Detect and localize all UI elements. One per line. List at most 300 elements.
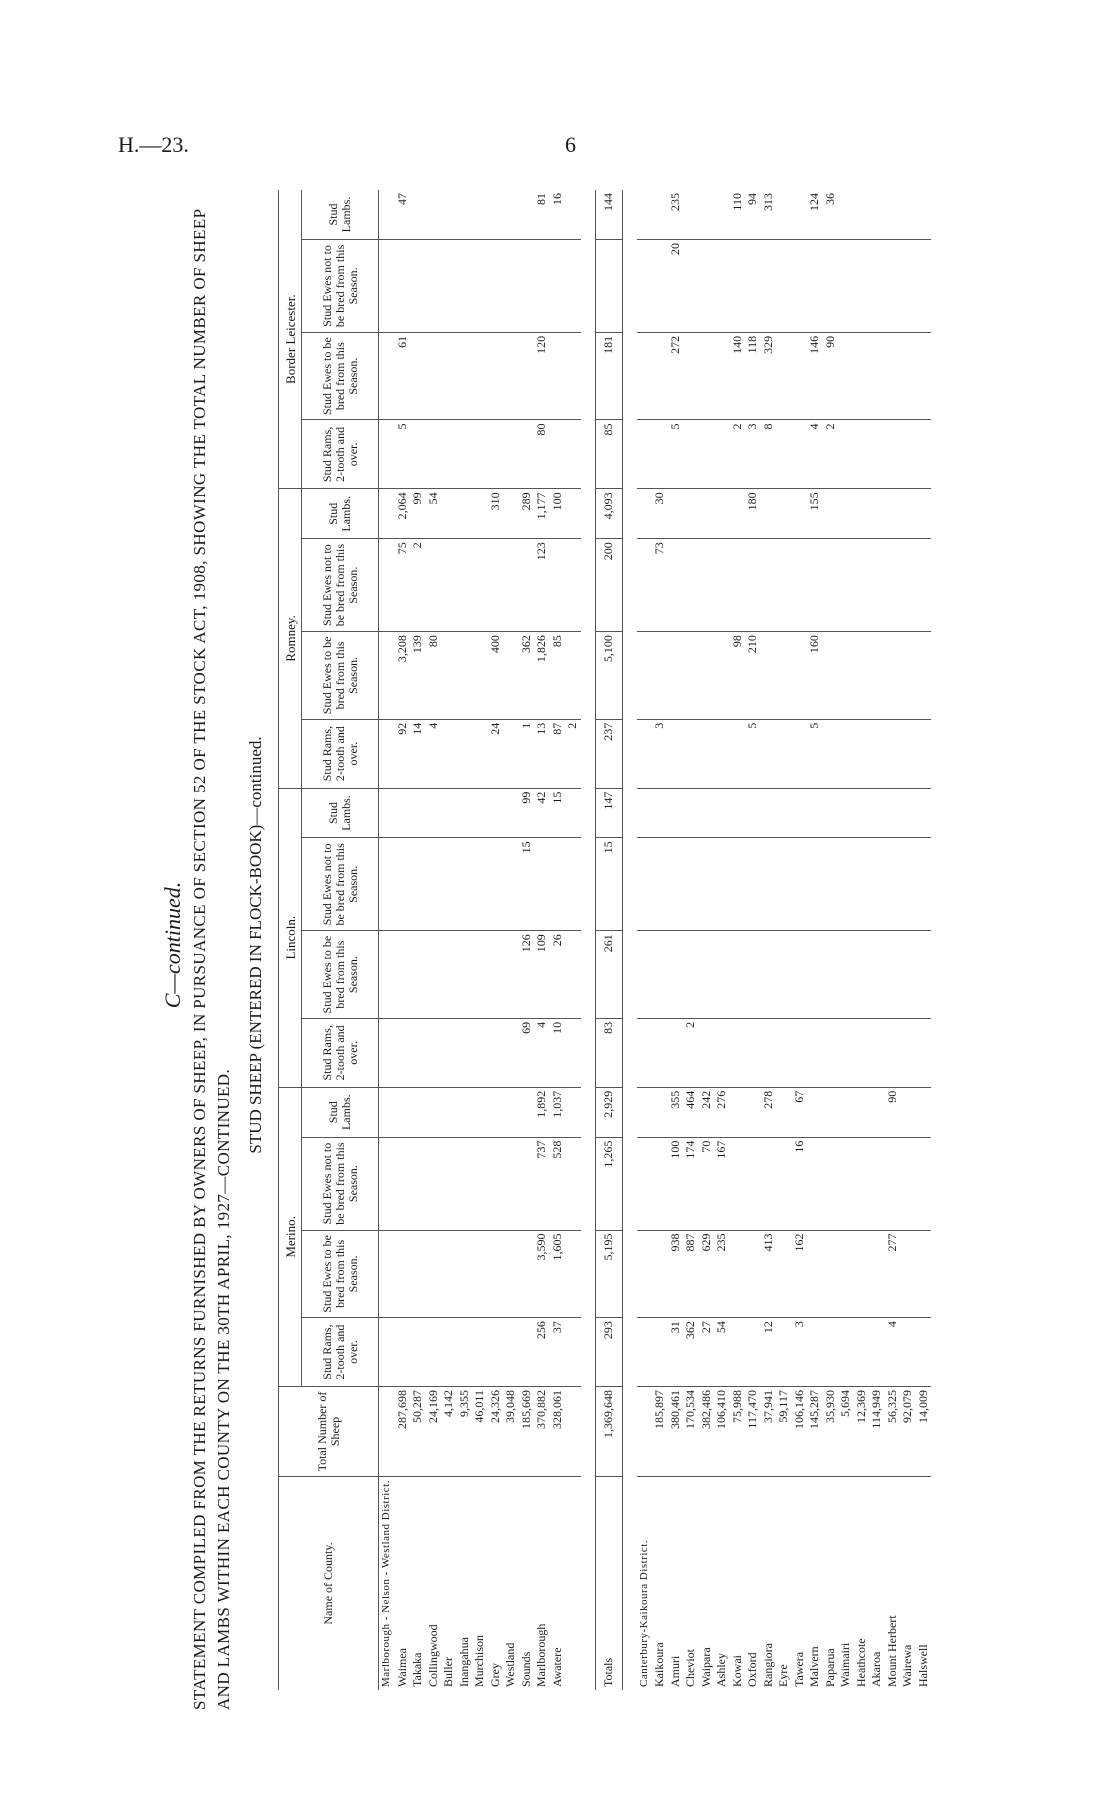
stud-count-cell <box>823 1087 839 1137</box>
stud-count-cell <box>534 838 550 931</box>
stud-count-cell: 4 <box>885 1318 901 1387</box>
stud-count-cell <box>916 1230 932 1318</box>
stud-count-cell: 1 <box>519 719 535 788</box>
empty-cell <box>637 190 653 239</box>
subheader-cell: Stud Ewes not to be bred from this Season. <box>302 1137 379 1230</box>
county-name: Tawera <box>791 1651 806 1687</box>
stud-count-cell <box>854 332 870 420</box>
stud-count-cell <box>807 838 823 931</box>
stud-count-cell <box>776 332 792 420</box>
stud-count-cell <box>503 332 519 420</box>
totals-row <box>595 190 622 1690</box>
stud-count-cell <box>565 931 581 1019</box>
stud-count-cell <box>410 420 426 489</box>
stud-count-cell <box>900 489 916 539</box>
stud-count-cell: 85 <box>550 632 566 720</box>
empty-cell <box>637 420 653 489</box>
stud-count-cell: 5,100 <box>595 632 622 720</box>
stud-count-cell <box>792 838 808 931</box>
table-row <box>792 190 808 1690</box>
stud-count-cell <box>900 420 916 489</box>
stud-count-cell: 362 <box>519 632 535 720</box>
stud-count-cell <box>426 1018 442 1087</box>
stud-count-cell <box>714 539 730 632</box>
stud-count-cell <box>823 632 839 720</box>
table-row <box>730 190 746 1690</box>
county-name: Wairewa <box>900 1644 914 1687</box>
table-row <box>761 190 777 1690</box>
stud-count-cell <box>441 1018 457 1087</box>
stud-count-cell <box>550 239 566 332</box>
stud-count-cell <box>838 931 854 1019</box>
stud-count-cell <box>652 632 668 720</box>
stud-count-cell <box>885 1137 901 1230</box>
stud-count-cell: 144 <box>595 190 622 239</box>
total-sheep-cell <box>565 1387 581 1477</box>
breed-header-romney: Romney. <box>279 489 302 788</box>
county-name: Oxford <box>745 1652 759 1687</box>
breed-header-border-leicester: Border Leicester. <box>279 190 302 489</box>
breed-header-merino: Merino. <box>279 1087 302 1386</box>
stud-count-cell <box>565 539 581 632</box>
subheader-cell: Stud Ewes not to be bred from this Season. <box>302 539 379 632</box>
stud-count-cell: 1,605 <box>550 1230 566 1318</box>
stud-count-cell <box>869 239 885 332</box>
stud-count-cell <box>776 1087 792 1137</box>
empty-cell <box>637 931 653 1019</box>
stud-count-cell <box>426 539 442 632</box>
county-name: Awatere <box>549 1647 564 1687</box>
stud-count-cell <box>457 190 473 239</box>
stud-count-cell <box>745 539 761 632</box>
empty-cell <box>379 788 395 838</box>
stud-count-cell <box>472 1137 488 1230</box>
stud-count-cell <box>395 239 411 332</box>
stud-count-cell <box>916 332 932 420</box>
table-row <box>668 190 684 1690</box>
stud-count-cell <box>776 420 792 489</box>
stud-count-cell <box>565 838 581 931</box>
subheader-cell: Stud Ewes not to be bred from this Season. <box>302 239 379 332</box>
stud-count-cell <box>488 420 504 489</box>
county-name: Mount Herbert <box>884 1615 899 1687</box>
stud-count-cell: 289 <box>519 489 535 539</box>
stud-count-cell <box>395 1018 411 1087</box>
stud-count-cell: 737 <box>534 1137 550 1230</box>
total-sheep-cell: 106,410 <box>714 1387 730 1477</box>
stud-count-cell: 90 <box>823 332 839 420</box>
stud-count-cell <box>885 838 901 931</box>
stud-count-cell <box>426 332 442 420</box>
county-name <box>565 1477 581 1691</box>
stud-count-cell <box>457 420 473 489</box>
stud-count-cell: 54 <box>426 489 442 539</box>
stud-count-cell <box>519 332 535 420</box>
subheader-cell: Stud Ewes to be bred from this Season. <box>302 1230 379 1318</box>
county-name: Waimairi <box>838 1642 852 1687</box>
empty-cell <box>379 719 395 788</box>
stud-count-cell: 99 <box>519 788 535 838</box>
county-name: Inangahua <box>456 1637 471 1687</box>
table-row <box>885 190 901 1690</box>
stud-count-cell <box>854 420 870 489</box>
stud-count-cell <box>565 239 581 332</box>
stud-count-cell <box>488 332 504 420</box>
stud-count-cell <box>441 838 457 931</box>
total-sheep-cell: 185,897 <box>652 1387 668 1477</box>
district-title: Marlborough - Nelson - Westland District. <box>380 1480 392 1687</box>
stud-count-cell <box>869 1137 885 1230</box>
stud-count-cell: 15 <box>595 838 622 931</box>
stud-count-cell: 15 <box>519 838 535 931</box>
stud-count-cell <box>472 539 488 632</box>
stud-count-cell: 27 <box>699 1318 715 1387</box>
subheader-cell: Stud Rams, 2-tooth and over. <box>302 1318 379 1387</box>
stud-count-cell <box>565 489 581 539</box>
stud-count-cell: 362 <box>683 1318 699 1387</box>
stud-count-cell <box>916 489 932 539</box>
stud-count-cell: 30 <box>652 489 668 539</box>
stud-count-cell <box>441 1137 457 1230</box>
stud-count-cell <box>565 1018 581 1087</box>
stud-count-cell <box>916 931 932 1019</box>
empty-cell <box>637 1087 653 1137</box>
stud-count-cell <box>410 239 426 332</box>
stud-count-cell <box>457 931 473 1019</box>
stud-count-cell <box>823 1230 839 1318</box>
county-name: Malvern <box>807 1646 821 1687</box>
county-name: Kaikoura <box>652 1642 666 1687</box>
stud-count-cell <box>503 1318 519 1387</box>
stud-count-cell <box>745 788 761 838</box>
subheader-cell: Stud Rams, 2-tooth and over. <box>302 719 379 788</box>
stud-count-cell <box>441 239 457 332</box>
stud-count-cell <box>776 788 792 838</box>
stud-count-cell <box>714 632 730 720</box>
stud-count-cell <box>395 1230 411 1318</box>
stud-count-cell: 2 <box>565 719 581 788</box>
table-row <box>900 190 916 1690</box>
stud-count-cell <box>395 1318 411 1387</box>
stud-count-cell <box>503 420 519 489</box>
stud-count-cell <box>488 1137 504 1230</box>
stud-count-cell <box>699 489 715 539</box>
table-row <box>565 190 581 1690</box>
stud-count-cell <box>730 1137 746 1230</box>
total-sheep-cell: 46,011 <box>472 1387 488 1477</box>
stud-count-cell: 26 <box>550 931 566 1019</box>
stud-count-cell <box>807 1087 823 1137</box>
stud-count-cell: 464 <box>683 1087 699 1137</box>
stud-count-cell <box>472 931 488 1019</box>
stud-count-cell <box>885 489 901 539</box>
total-sheep-cell: 50,287 <box>410 1387 426 1477</box>
subheader-cell: Stud Ewes to be bred from this Season. <box>302 632 379 720</box>
stud-count-cell <box>916 788 932 838</box>
stud-count-cell <box>916 1018 932 1087</box>
stud-count-cell <box>683 719 699 788</box>
county-name: Sounds <box>518 1651 533 1687</box>
stud-count-cell <box>916 190 932 239</box>
statement-title: STATEMENT COMPILED FROM THE RETURNS FURNISHED BY OWNERS OF SHEEP, IN PURSUANCE OF SECTION 52 OF THE STOCK ACT, 1908, SHOWING THE TOTAL NUMBER OF SHEEP AND LAMBS WITHIN EACH COUNTY ON THE 30TH APRIL, 1927—CONTINUED. <box>190 209 233 1710</box>
stud-count-cell <box>714 190 730 239</box>
stud-count-cell <box>565 420 581 489</box>
stud-count-cell <box>699 719 715 788</box>
empty-cell <box>637 1018 653 1087</box>
empty-cell <box>379 1087 395 1137</box>
total-sheep-cell: 75,988 <box>730 1387 746 1477</box>
stud-count-cell <box>838 838 854 931</box>
stud-count-cell <box>761 1018 777 1087</box>
stud-count-cell <box>565 1137 581 1230</box>
stud-count-cell <box>519 1137 535 1230</box>
stud-count-cell <box>854 1087 870 1137</box>
stud-count-cell <box>395 788 411 838</box>
table-row <box>441 190 457 1690</box>
stud-count-cell <box>668 719 684 788</box>
empty-cell <box>637 838 653 931</box>
stud-count-cell <box>503 190 519 239</box>
stud-count-cell: 293 <box>595 1318 622 1387</box>
total-sheep-cell: 37,941 <box>761 1387 777 1477</box>
total-sheep-cell: 14,009 <box>916 1387 932 1477</box>
stud-count-cell <box>565 788 581 838</box>
stud-count-cell <box>916 838 932 931</box>
county-name: Eyre <box>776 1664 790 1687</box>
stud-count-cell <box>776 1137 792 1230</box>
stud-count-cell <box>730 1018 746 1087</box>
district-row <box>637 190 653 1690</box>
stud-count-cell: 155 <box>807 489 823 539</box>
total-sheep-cell: 39,048 <box>503 1387 519 1477</box>
stud-count-cell <box>745 1318 761 1387</box>
stud-count-cell: 167 <box>714 1137 730 1230</box>
empty-cell <box>637 489 653 539</box>
stud-count-cell: 10 <box>550 1018 566 1087</box>
stud-count-cell <box>441 788 457 838</box>
stud-count-cell <box>761 788 777 838</box>
stud-count-cell <box>699 1018 715 1087</box>
total-sheep-cell: 92,079 <box>900 1387 916 1477</box>
stud-count-cell: 4 <box>534 1018 550 1087</box>
county-name: Ashley <box>714 1653 728 1687</box>
stud-count-cell <box>426 1318 442 1387</box>
stud-count-cell <box>410 788 426 838</box>
empty-cell <box>379 420 395 489</box>
stud-count-cell <box>761 1137 777 1230</box>
stud-count-cell <box>503 719 519 788</box>
stud-count-cell: 4,093 <box>595 489 622 539</box>
stud-count-cell: 235 <box>668 190 684 239</box>
stud-count-cell <box>792 931 808 1019</box>
subheader-cell: Stud Lambs. <box>302 788 379 838</box>
stud-count-cell <box>745 1087 761 1137</box>
total-sheep-cell: 382,486 <box>699 1387 715 1477</box>
stud-count-cell <box>900 239 916 332</box>
spacer-row <box>581 190 596 1690</box>
stud-count-cell <box>838 1137 854 1230</box>
stud-count-cell <box>761 632 777 720</box>
stud-count-cell <box>838 1018 854 1087</box>
stud-count-cell <box>457 1018 473 1087</box>
stud-count-cell: 120 <box>534 332 550 420</box>
stud-count-cell: 413 <box>761 1230 777 1318</box>
stud-count-cell <box>838 788 854 838</box>
subheader-cell: Stud Rams, 2-tooth and over. <box>302 1018 379 1087</box>
subheader-cell: Stud Lambs. <box>302 190 379 239</box>
county-name: Waimea <box>394 1647 409 1687</box>
table-row <box>807 190 823 1690</box>
stud-count-cell <box>823 719 839 788</box>
stud-count-cell <box>807 539 823 632</box>
stud-count-cell <box>410 931 426 1019</box>
stud-count-cell: 139 <box>410 632 426 720</box>
stud-count-cell <box>869 788 885 838</box>
stud-count-cell: 3 <box>745 420 761 489</box>
empty-cell <box>637 332 653 420</box>
county-name: Akaroa <box>869 1651 883 1687</box>
spacer-cell <box>622 190 637 1690</box>
stud-count-cell: 123 <box>534 539 550 632</box>
stud-count-cell <box>900 332 916 420</box>
stud-count-cell: 160 <box>807 632 823 720</box>
stud-count-cell: 5,195 <box>595 1230 622 1318</box>
stud-count-cell <box>472 788 488 838</box>
stud-count-cell <box>730 1318 746 1387</box>
stud-count-cell <box>900 1018 916 1087</box>
stud-count-cell: 277 <box>885 1230 901 1318</box>
stud-count-cell <box>503 489 519 539</box>
stud-count-cell: 94 <box>745 190 761 239</box>
stud-count-cell <box>652 788 668 838</box>
empty-cell <box>637 788 653 838</box>
stud-count-cell <box>761 838 777 931</box>
stud-count-cell: 355 <box>668 1087 684 1137</box>
stud-count-cell <box>441 539 457 632</box>
stud-count-cell: 15 <box>550 788 566 838</box>
stud-count-cell <box>550 332 566 420</box>
stud-count-cell <box>441 489 457 539</box>
stud-count-cell: 24 <box>488 719 504 788</box>
stud-count-cell <box>730 719 746 788</box>
stud-count-cell <box>807 1018 823 1087</box>
stud-count-cell <box>792 632 808 720</box>
stud-count-cell: 85 <box>595 420 622 489</box>
county-name: Grey <box>487 1663 502 1687</box>
stud-count-cell <box>519 1230 535 1318</box>
stud-count-cell <box>900 1137 916 1230</box>
stud-count-cell <box>838 632 854 720</box>
stud-count-cell <box>595 239 622 332</box>
stud-count-cell <box>869 539 885 632</box>
total-sheep-cell: 185,669 <box>519 1387 535 1477</box>
stud-count-cell: 181 <box>595 332 622 420</box>
stud-count-cell: 256 <box>534 1318 550 1387</box>
stud-count-cell <box>519 239 535 332</box>
stud-count-cell <box>457 332 473 420</box>
stud-count-cell <box>776 539 792 632</box>
stud-count-cell: 16 <box>792 1137 808 1230</box>
stud-count-cell <box>730 931 746 1019</box>
stud-count-cell <box>807 788 823 838</box>
stud-count-cell <box>885 632 901 720</box>
stud-count-cell <box>426 420 442 489</box>
stud-count-cell <box>519 190 535 239</box>
stud-count-cell <box>900 838 916 931</box>
stud-count-cell <box>699 420 715 489</box>
stud-count-cell <box>838 1230 854 1318</box>
total-sheep-cell: 35,930 <box>823 1387 839 1477</box>
stud-count-cell <box>652 1018 668 1087</box>
stud-count-cell <box>807 1230 823 1318</box>
stud-count-cell <box>823 489 839 539</box>
stud-count-cell: 140 <box>730 332 746 420</box>
county-name: Collingwood <box>425 1624 440 1687</box>
stud-count-cell <box>885 788 901 838</box>
stud-count-cell <box>792 489 808 539</box>
total-sheep-cell: 59,117 <box>776 1387 792 1477</box>
stud-count-cell <box>683 332 699 420</box>
table-row <box>699 190 715 1690</box>
stud-count-cell <box>838 1087 854 1137</box>
empty-cell <box>379 838 395 931</box>
stud-count-cell <box>854 489 870 539</box>
stud-count-cell <box>869 1018 885 1087</box>
stud-count-cell <box>714 489 730 539</box>
stud-count-cell <box>854 838 870 931</box>
stud-count-cell <box>776 239 792 332</box>
stud-count-cell <box>457 838 473 931</box>
stud-count-cell <box>668 632 684 720</box>
stud-count-cell: 1,265 <box>595 1137 622 1230</box>
stud-count-cell <box>776 719 792 788</box>
stud-count-cell <box>761 931 777 1019</box>
stud-count-cell <box>699 190 715 239</box>
total-sheep-cell: 380,461 <box>668 1387 684 1477</box>
total-sheep-cell: 24,169 <box>426 1387 442 1477</box>
stud-count-cell <box>503 1018 519 1087</box>
stud-count-cell: 5 <box>395 420 411 489</box>
table-row <box>838 190 854 1690</box>
stud-count-cell: 261 <box>595 931 622 1019</box>
stud-count-cell <box>854 632 870 720</box>
stud-sheep-table <box>278 190 931 1690</box>
county-name: Westland <box>503 1642 517 1687</box>
stud-count-cell <box>668 1018 684 1087</box>
stud-count-cell <box>885 931 901 1019</box>
total-sheep-cell: 117,470 <box>745 1387 761 1477</box>
stud-count-cell <box>792 719 808 788</box>
stud-count-cell <box>426 190 442 239</box>
stud-count-cell: 42 <box>534 788 550 838</box>
stud-count-cell <box>457 539 473 632</box>
stud-count-cell <box>885 332 901 420</box>
stud-count-cell <box>854 1230 870 1318</box>
stud-count-cell <box>457 1230 473 1318</box>
table-row <box>519 190 535 1690</box>
county-column-header: Name of County. <box>279 1477 379 1691</box>
stud-count-cell <box>426 1087 442 1137</box>
stud-count-cell <box>885 239 901 332</box>
total-sheep-cell: 24,326 <box>488 1387 504 1477</box>
table-row <box>472 190 488 1690</box>
stud-count-cell <box>807 1137 823 1230</box>
table-row <box>457 190 473 1690</box>
table-row <box>534 190 550 1690</box>
stud-count-cell: 3,590 <box>534 1230 550 1318</box>
stud-count-cell: 90 <box>885 1087 901 1137</box>
stud-count-cell <box>900 1318 916 1387</box>
